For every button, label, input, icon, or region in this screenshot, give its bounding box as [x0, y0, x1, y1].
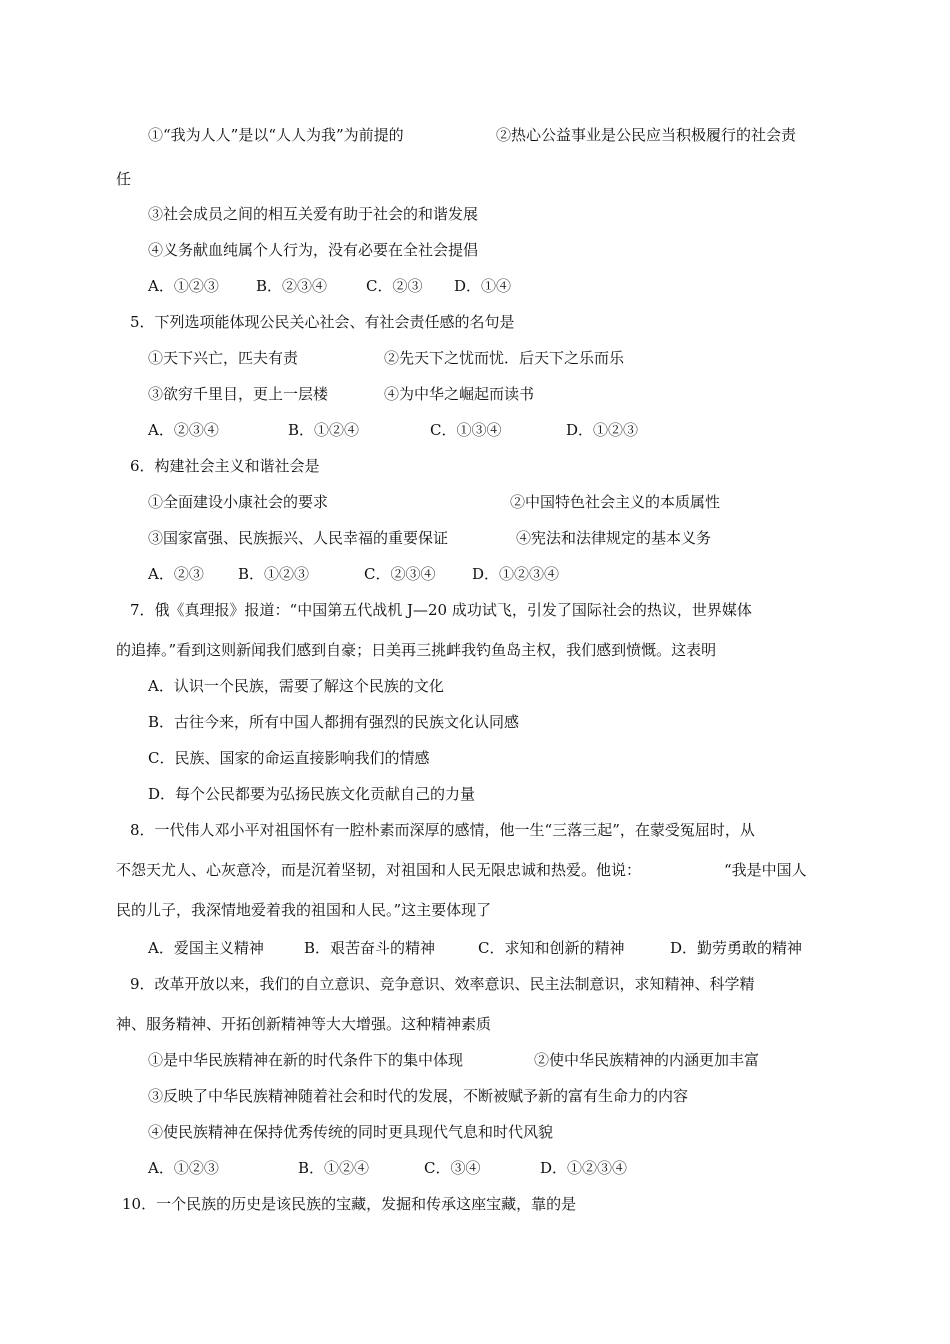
- q5-option-1: ①天下兴亡，匹夫有责: [148, 349, 299, 367]
- q6-option-4: ④宪法和法律规定的基本义务: [516, 529, 712, 547]
- q4-choice-d: D．①④: [454, 277, 512, 295]
- q4-option-2-continuation: 任: [116, 170, 132, 188]
- q9-choice-b: B．①②④: [298, 1159, 370, 1177]
- q7-stem-line-2: 的追捧。”看到这则新闻我们感到自豪；日美再三挑衅我钓鱼岛主权，我们感到愤慨。这表明: [116, 641, 717, 659]
- q8-stem-line-3: 民的儿子，我深情地爱着我的祖国和人民。”这主要体现了: [116, 901, 492, 919]
- q8-choice-d: D．勤劳勇敢的精神: [670, 939, 803, 957]
- q4-choice-a: A．①②③: [148, 277, 219, 295]
- q7-stem-line-1: 7．俄《真理报》报道：“中国第五代战机 J—20 成功试飞，引发了国际社会的热议，世界媒体: [130, 601, 752, 619]
- q8-stem-line-2-a: 不怨天尤人、心灰意冷，而是沉着坚韧，对祖国和人民无限忠诚和热爱。他说：: [116, 861, 642, 879]
- q5-option-2: ②先天下之忧而忧．后天下之乐而乐: [384, 349, 625, 367]
- q6-option-3: ③国家富强、民族振兴、人民幸福的重要保证: [148, 529, 449, 547]
- q8-choice-c: C．求知和创新的精神: [478, 939, 625, 957]
- q8-stem-line-1: 8．一代伟人邓小平对祖国怀有一腔朴素而深厚的感情，他一生“三落三起”，在蒙受冤屈时，从: [130, 821, 755, 839]
- q8-choice-b: B．艰苦奋斗的精神: [304, 939, 436, 957]
- q4-option-3: ③社会成员之间的相互关爱有助于社会的和谐发展: [148, 205, 479, 223]
- q5-choice-b: B．①②④: [288, 421, 360, 439]
- q9-option-2: ②使中华民族精神的内涵更加丰富: [534, 1051, 760, 1069]
- q7-option-d: D．每个公民都要为弘扬民族文化贡献自己的力量: [148, 785, 476, 803]
- q5-stem: 5．下列选项能体现公民关心社会、有社会责任感的名句是: [130, 313, 515, 331]
- q6-choice-c: C．②③④: [364, 565, 436, 583]
- q7-option-c: C．民族、国家的命运直接影响我们的情感: [148, 749, 430, 767]
- q8-stem-line-2-b: “我是中国人: [724, 861, 807, 879]
- q7-option-b: B．古往今来，所有中国人都拥有强烈的民族文化认同感: [148, 713, 520, 731]
- q9-option-4: ④使民族精神在保持优秀传统的同时更具现代气息和时代风貌: [148, 1123, 554, 1141]
- q6-choice-a: A．②③: [148, 565, 204, 583]
- q6-choice-b: B．①②③: [238, 565, 310, 583]
- q9-choice-d: D．①②③④: [540, 1159, 628, 1177]
- q5-choice-c: C．①③④: [430, 421, 502, 439]
- q8-choice-a: A．爱国主义精神: [148, 939, 264, 957]
- q6-option-1: ①全面建设小康社会的要求: [148, 493, 329, 511]
- q5-choice-d: D．①②③: [566, 421, 639, 439]
- q4-choice-c: C．②③: [366, 277, 423, 295]
- q9-choice-c: C．③④: [424, 1159, 481, 1177]
- q9-choice-a: A．①②③: [148, 1159, 219, 1177]
- q9-option-1: ①是中华民族精神在新的时代条件下的集中体现: [148, 1051, 464, 1069]
- q9-stem-line-2: 神、服务精神、开拓创新精神等大大增强。这种精神素质: [116, 1015, 492, 1033]
- q7-option-a: A．认识一个民族，需要了解这个民族的文化: [148, 677, 444, 695]
- q6-stem: 6．构建社会主义和谐社会是: [130, 457, 320, 475]
- q4-option-1: ①“我为人人”是以“人人为我”为前提的: [148, 126, 404, 144]
- q6-choice-d: D．①②③④: [472, 565, 560, 583]
- q9-stem-line-1: 9．改革开放以来，我们的自立意识、竞争意识、效率意识、民主法制意识，求知精神、科学精: [130, 975, 755, 993]
- q4-choice-b: B．②③④: [256, 277, 328, 295]
- q5-option-4: ④为中华之崛起而读书: [384, 385, 535, 403]
- q4-option-4: ④义务献血纯属个人行为，没有必要在全社会提倡: [148, 241, 479, 259]
- q6-option-2: ②中国特色社会主义的本质属性: [510, 493, 721, 511]
- q5-option-3: ③欲穷千里目，更上一层楼: [148, 385, 329, 403]
- q10-stem: 10．一个民族的历史是该民族的宝藏，发掘和传承这座宝藏，靠的是: [122, 1195, 577, 1213]
- q4-option-2: ②热心公益事业是公民应当积极履行的社会责: [496, 126, 797, 144]
- q5-choice-a: A．②③④: [148, 421, 219, 439]
- q9-option-3: ③反映了中华民族精神随着社会和时代的发展，不断被赋予新的富有生命力的内容: [148, 1087, 689, 1105]
